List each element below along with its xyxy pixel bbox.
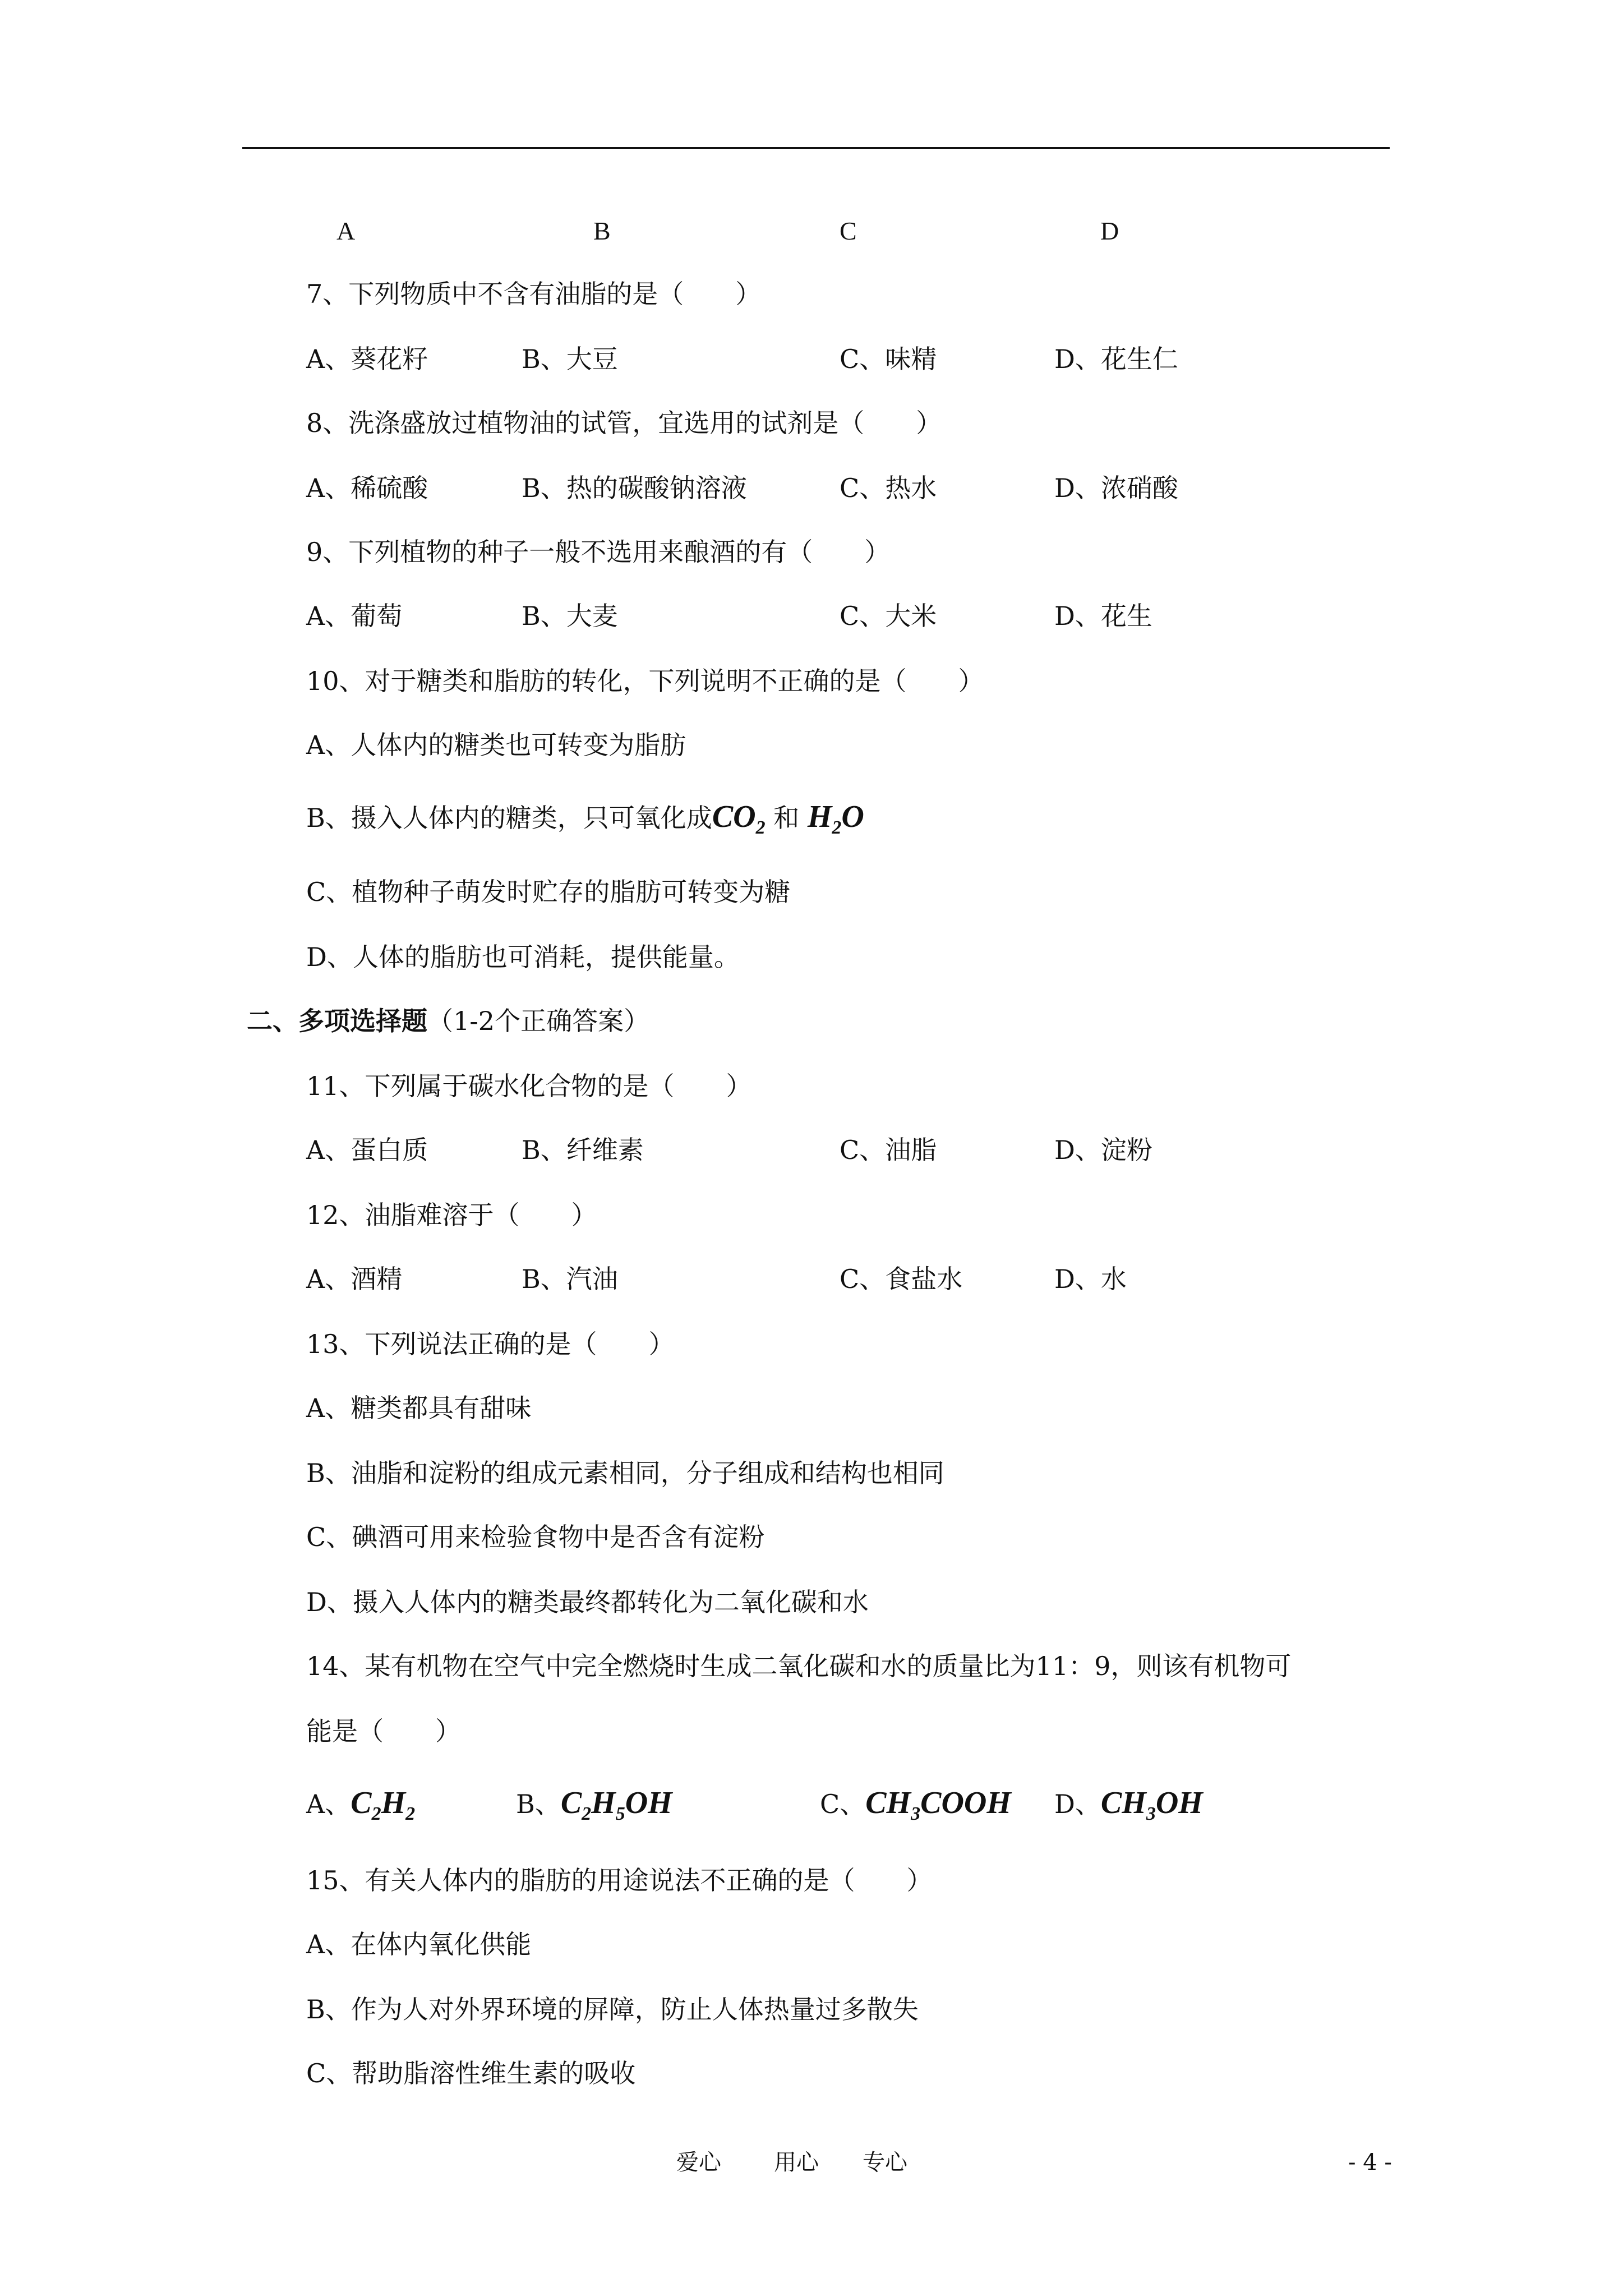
q10-option-a: A、人体内的糖类也可转变为脂肪 <box>306 730 686 760</box>
q7-option-c: C、味精 <box>840 344 937 374</box>
q9-option-d: D、花生 <box>1054 601 1152 631</box>
q9-option-b: B、大麦 <box>522 601 618 631</box>
q10-option-b <box>306 800 864 845</box>
formula-co2-sub: 2 <box>755 817 766 839</box>
footer-motto-2: 用心 <box>774 2150 819 2175</box>
q11-option-d: D、淀粉 <box>1054 1135 1152 1165</box>
q13-option-c: C、碘酒可用来检验食物中是否含有淀粉 <box>306 1522 765 1552</box>
question-10-stem: 10、对于糖类和脂肪的转化，下列说明不正确的是（ ） <box>306 666 984 696</box>
formula-co2-main: CO <box>712 799 756 834</box>
question-14-stem-line2: 能是（ ） <box>306 1716 461 1746</box>
q8-option-c: C、热水 <box>840 473 937 503</box>
q8-option-d: D、浓硝酸 <box>1054 473 1178 503</box>
q15-option-b: B、作为人对外界环境的屏障，防止人体热量过多散失 <box>306 1994 919 2024</box>
question-15-stem: 15、有关人体内的脂肪的用途说法不正确的是（ ） <box>306 1865 933 1895</box>
formula-c2h5oh: $C_2H_5OH$ <box>560 1786 672 1825</box>
question-7-stem: 7、下列物质中不含有油脂的是（ ） <box>306 279 762 309</box>
q12-option-a: A、酒精 <box>306 1264 403 1294</box>
q11-option-b: B、纤维素 <box>522 1135 644 1165</box>
q8-option-a: A、稀硫酸 <box>306 473 428 503</box>
q10-option-b-text: B、摄入人体内的糖类，只可氧化成 <box>306 803 712 833</box>
q14-option-b-label: B、 <box>516 1789 561 1819</box>
q14-option-b <box>516 1786 672 1831</box>
question-9-stem: 9、下列植物的种子一般不选用来酿酒的有（ ） <box>306 537 891 567</box>
formula-ch3cooh: $CH_3COOH$ <box>865 1786 1011 1825</box>
q10-option-c: C、植物种子萌发时贮存的脂肪可转变为糖 <box>306 877 791 907</box>
footer-motto-1: 爱心 <box>676 2150 721 2175</box>
q15-option-a: A、在体内氧化供能 <box>306 1929 532 1959</box>
question-11-stem: 11、下列属于碳水化合物的是（ ） <box>306 1071 752 1101</box>
q9-option-a: A、葡萄 <box>306 601 403 631</box>
formula-co2 <box>712 799 766 839</box>
image-label-d: D <box>1100 217 1119 245</box>
formula-h2o-sub: 2 <box>832 817 842 839</box>
image-label-c: C <box>840 217 857 245</box>
question-14-stem-line1: 14、某有机物在空气中完全燃烧时生成二氧化碳和水的质量比为11：9，则该有机物可 <box>306 1651 1292 1681</box>
q10-option-d: D、人体的脂肪也可消耗，提供能量。 <box>306 942 740 972</box>
formula-h2o <box>807 799 864 839</box>
q7-option-d: D、花生仁 <box>1054 344 1178 374</box>
footer-motto-3: 专心 <box>863 2150 907 2175</box>
section-title-main: 二、多项选择题 <box>247 1006 427 1036</box>
section-title-note: （1-2个正确答案） <box>427 1006 650 1036</box>
page-number: - 4 - <box>1348 2150 1392 2175</box>
q9-option-c: C、大米 <box>840 601 937 631</box>
image-label-a: A <box>336 217 356 245</box>
q7-option-a: A、葵花籽 <box>306 344 428 374</box>
section-title <box>247 1004 649 1038</box>
q14-option-c <box>820 1786 1011 1831</box>
header-rule <box>242 147 1390 149</box>
q13-option-a: A、糖类都具有甜味 <box>306 1393 532 1423</box>
q14-option-a <box>306 1786 415 1831</box>
q13-option-d: D、摄入人体内的糖类最终都转化为二氧化碳和水 <box>306 1587 869 1617</box>
question-13-stem: 13、下列说法正确的是（ ） <box>306 1329 675 1359</box>
q14-option-a-label: A、 <box>306 1789 351 1819</box>
q15-option-c: C、帮助脂溶性维生素的吸收 <box>306 2058 636 2088</box>
formula-h2o-o: O <box>841 799 864 834</box>
question-12-stem: 12、油脂难溶于（ ） <box>306 1200 597 1230</box>
image-label-b: B <box>593 217 611 245</box>
q12-option-d: D、水 <box>1054 1264 1127 1294</box>
q11-option-a: A、蛋白质 <box>306 1135 428 1165</box>
formula-c2h2: $C_2H_2$ <box>351 1786 416 1825</box>
q8-option-b: B、热的碳酸钠溶液 <box>522 473 747 503</box>
q11-option-c: C、油脂 <box>840 1135 937 1165</box>
q12-option-c: C、食盐水 <box>840 1264 963 1294</box>
q14-option-d <box>1054 1786 1203 1831</box>
q10-option-b-and: 和 <box>773 803 800 833</box>
formula-ch3oh: $CH_3OH$ <box>1100 1786 1203 1825</box>
question-8-stem: 8、洗涤盛放过植物油的试管，宜选用的试剂是（ ） <box>306 408 942 438</box>
q13-option-b: B、油脂和淀粉的组成元素相同，分子组成和结构也相同 <box>306 1458 944 1488</box>
q14-option-d-label: D、 <box>1054 1789 1101 1819</box>
q14-option-c-label: C、 <box>820 1789 866 1819</box>
q12-option-b: B、汽油 <box>522 1264 618 1294</box>
q7-option-b: B、大豆 <box>522 344 618 374</box>
formula-h2o-h: H <box>807 799 832 834</box>
